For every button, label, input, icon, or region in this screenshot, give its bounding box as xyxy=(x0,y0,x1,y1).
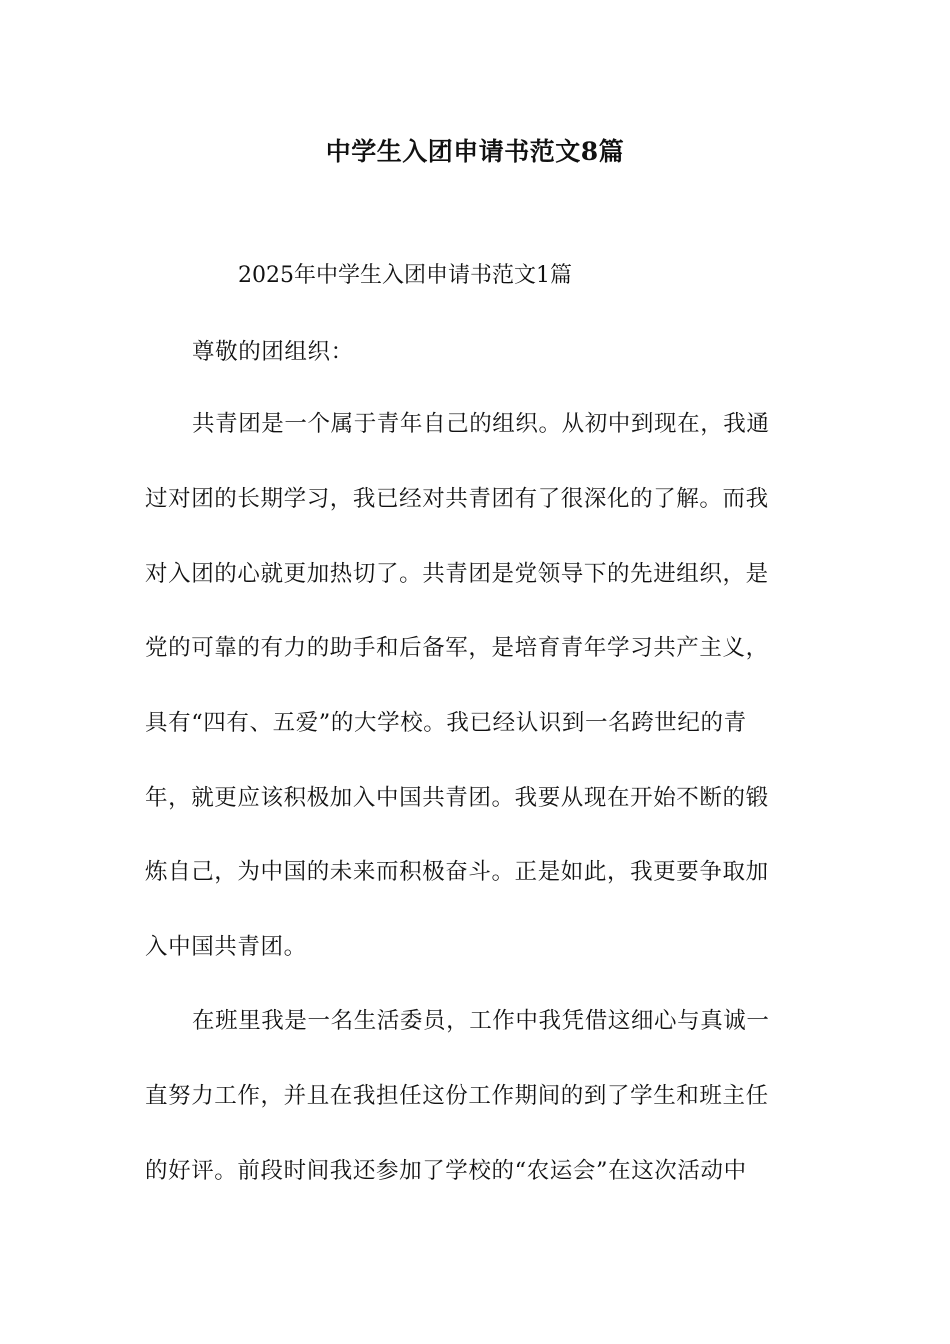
document-title: 中学生入团申请书范文8篇 xyxy=(325,137,625,166)
paragraph-line: 入中国共青团。 xyxy=(145,934,307,960)
paragraph-line: 在班里我是一名生活委员，工作中我凭借这细心与真诚一 xyxy=(192,1008,770,1034)
paragraph-line: 直努力工作，并且在我担任这份工作期间的到了学生和班主任 xyxy=(145,1083,769,1109)
paragraph-line: 过对团的长期学习，我已经对共青团有了很深化的了解。而我 xyxy=(145,486,769,512)
section-subtitle: 2025年中学生入团申请书范文1篇 xyxy=(238,263,572,288)
salutation: 尊敬的团组织： xyxy=(192,339,354,365)
paragraph-line: 炼自己，为中国的未来而积极奋斗。正是如此，我更要争取加 xyxy=(145,859,769,885)
paragraph-line: 具有“四有、五爱”的大学校。我已经认识到一名跨世纪的青 xyxy=(145,710,747,736)
paragraph-line: 党的可靠的有力的助手和后备军，是培育青年学习共产主义， xyxy=(145,635,769,661)
paragraph-line: 对入团的心就更加热切了。共青团是党领导下的先进组织，是 xyxy=(145,561,769,587)
paragraph-line: 年，就更应该积极加入中国共青团。我要从现在开始不断的锻 xyxy=(145,785,769,811)
paragraph-line: 的好评。前段时间我还参加了学校的“农运会”在这次活动中 xyxy=(145,1158,747,1184)
paragraph-line: 共青团是一个属于青年自己的组织。从初中到现在，我通 xyxy=(192,411,770,437)
